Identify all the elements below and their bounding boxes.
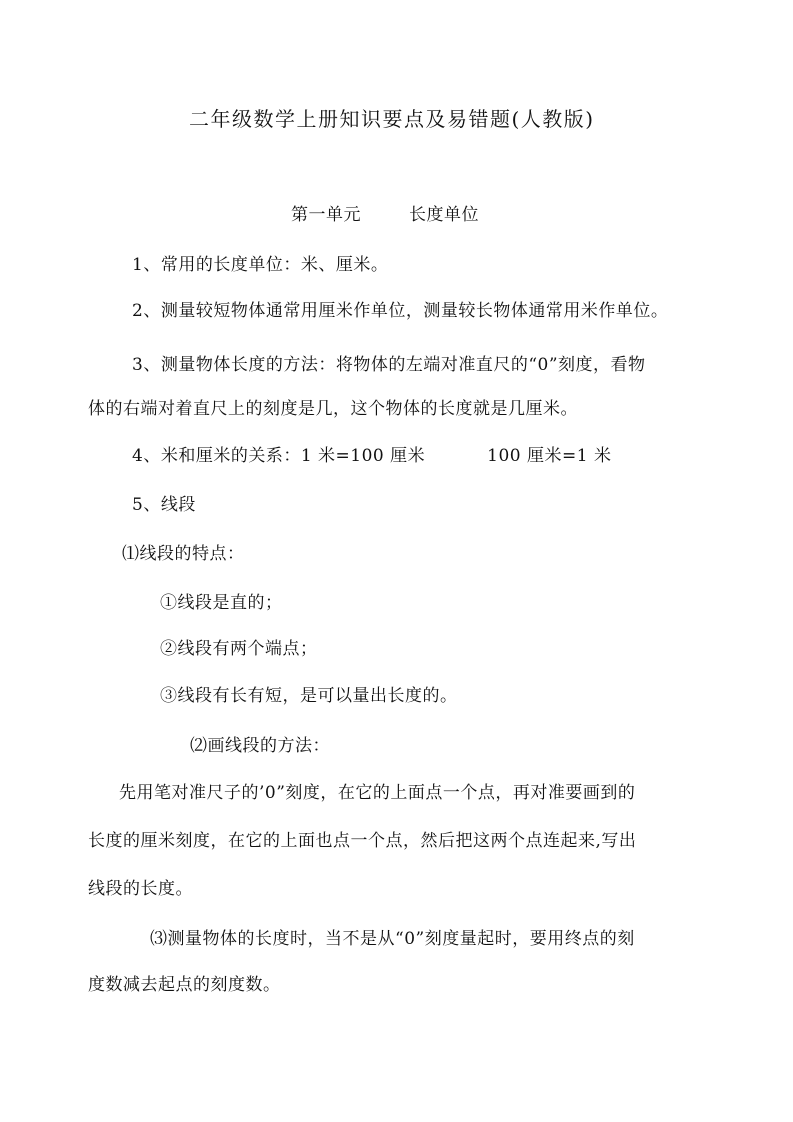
segment-drawing-heading: ⑵画线段的方法： [190, 736, 330, 756]
point-3-line-2: 体的右端对着直尺上的刻度是几，这个物体的长度就是几厘米。 [88, 399, 578, 419]
unit-number: 第一单元 [291, 205, 361, 225]
relation-meter-to-cm: 4、米和厘米的关系：1 米=100 厘米 [132, 446, 426, 466]
relation-cm-to-meter: 100 厘米=1 米 [487, 446, 612, 466]
unit-heading [291, 204, 479, 226]
point-3-line-1: 3、测量物体长度的方法：将物体的左端对准直尺的“0”刻度，看物 [132, 355, 646, 375]
unit-name: 长度单位 [409, 205, 479, 225]
drawing-line-3: 线段的长度。 [88, 879, 193, 899]
point-2: 2、测量较短物体通常用厘米作单位，测量较长物体通常用米作单位。 [132, 301, 669, 321]
segment-feature-1: ①线段是直的； [160, 593, 283, 613]
drawing-line-2: 长度的厘米刻度，在它的上面也点一个点，然后把这两个点连起来,写出 [88, 831, 637, 851]
point-4 [132, 445, 611, 467]
drawing-line-1: 先用笔对准尺子的’0”刻度，在它的上面点一个点，再对准要画到的 [119, 783, 636, 803]
segment-feature-2: ②线段有两个端点； [160, 639, 318, 659]
document-title: 二年级数学上册知识要点及易错题(人教版) [189, 107, 595, 131]
point-1: 1、常用的长度单位：米、厘米。 [132, 255, 389, 275]
point-5: 5、线段 [132, 495, 196, 515]
measuring-line-2: 度数减去起点的刻度数。 [88, 975, 281, 995]
segment-feature-3: ③线段有长有短，是可以量出长度的。 [160, 686, 458, 706]
segment-features-heading: ⑴线段的特点： [122, 544, 245, 564]
measuring-line-1: ⑶测量物体的长度时，当不是从“0”刻度量起时，要用终点的刻 [150, 929, 635, 949]
